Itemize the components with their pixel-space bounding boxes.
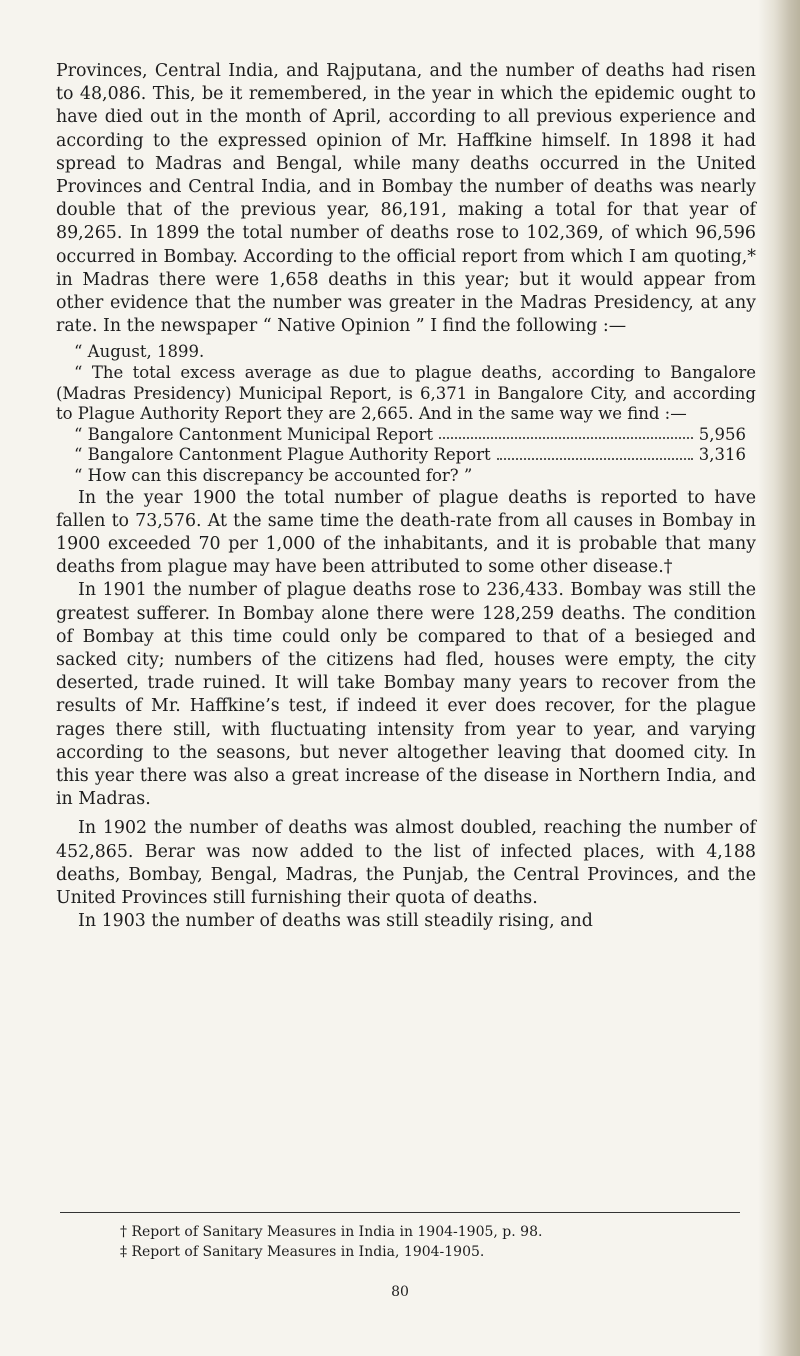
leader-dots (439, 425, 693, 440)
newspaper-quote (56, 342, 756, 486)
quote-row-plague-authority (56, 445, 756, 466)
leader-dots (497, 445, 693, 460)
footnote-divider (60, 1212, 740, 1213)
quote-row-label: “ Bangalore Cantonment Plague Authority Report (74, 445, 491, 465)
page-number: 80 (391, 1284, 409, 1300)
paragraph-1901: In 1901 the number of plague deaths rose to 236,433. Bombay was still the greatest sufferer. In Bombay alone there were 128,259 deaths. The condition of Bombay at this time could only be compared to that of a besieged and sacked city; numbers of the citizens had fled, houses were empty, the city deserted, trade ruined. It will take Bombay many years to recover from the results of Mr. Haffkine’s test, if indeed it ever does recover, for the plague rages there still, with fluctuating intensity from year to year, and varying according to the seasons, but never altogether leaving that doomed city. In this year there was also a great increase of the disease in Northern India, and in Madras. (56, 580, 756, 810)
quote-row-municipal (56, 425, 756, 446)
footnote-dagger: † Report of Sanitary Measures in India in 1904-1905, p. 98. (120, 1224, 543, 1240)
quote-body: “ The total excess average as due to plague deaths, according to Bangalore (Madras Presidency) Municipal Report, is 6,371 in Bangalore City, and according to Plague Authority Report they are 2,665. And in the same way we find :— (56, 363, 756, 424)
paragraph-1903: In 1903 the number of deaths was still steadily rising, and (78, 911, 593, 932)
quote-question: “ How can this discrepancy be accounted for? ” (74, 466, 473, 485)
quote-row-value: 3,316 (698, 445, 746, 465)
book-spine-shadow (758, 0, 800, 1356)
quote-row-label: “ Bangalore Cantonment Municipal Report (74, 424, 434, 444)
quote-date: “ August, 1899. (74, 342, 205, 362)
footnotes (120, 1222, 720, 1262)
quote-row-value: 5,956 (698, 424, 746, 444)
page-body (56, 60, 756, 933)
footnote-double-dagger: ‡ Report of Sanitary Measures in India, 1904-1905. (120, 1244, 485, 1260)
paragraph-1902: In 1902 the number of deaths was almost doubled, reaching the number of 452,865. Berar was now added to the list of infected places, with 4,188 deaths, Bombay, Bengal, Madras, the Punjab, the Central Provinces, and the United Provinces still furnishing their quota of deaths. (56, 818, 756, 909)
paragraph-1900: In the year 1900 the total number of plague deaths is reported to have fallen to 73,576. At the same time the death-rate from all causes in Bombay in 1900 exceeded 70 per 1,000 of the inhabitants, and it is probable that many deaths from plague may have been attributed to some other disease.† (56, 487, 756, 578)
paragraph-1: Provinces, Central India, and Rajputana, and the number of deaths had risen to 48,086. This, be it remembered, in the year in which the epidemic ought to have died out in the month of April, according to all previous experience and according to the expressed opinion of Mr. Haffkine himself. In 1898 it had spread to Madras and Bengal, while many deaths occurred in the United Provinces and Central India, and in Bombay the number of deaths was nearly double that of the previous year, 86,191, making a total for that year of 89,265. In 1899 the total number of deaths rose to 102,369, of which 96,596 occurred in Bombay. According to the official report from which I am quoting,* in Madras there were 1,658 deaths in this year; but it would appear from other evidence that the number was greater in the Madras Presidency, at any rate. In the newspaper “ Native Opinion ” I find the following :— (56, 61, 756, 337)
